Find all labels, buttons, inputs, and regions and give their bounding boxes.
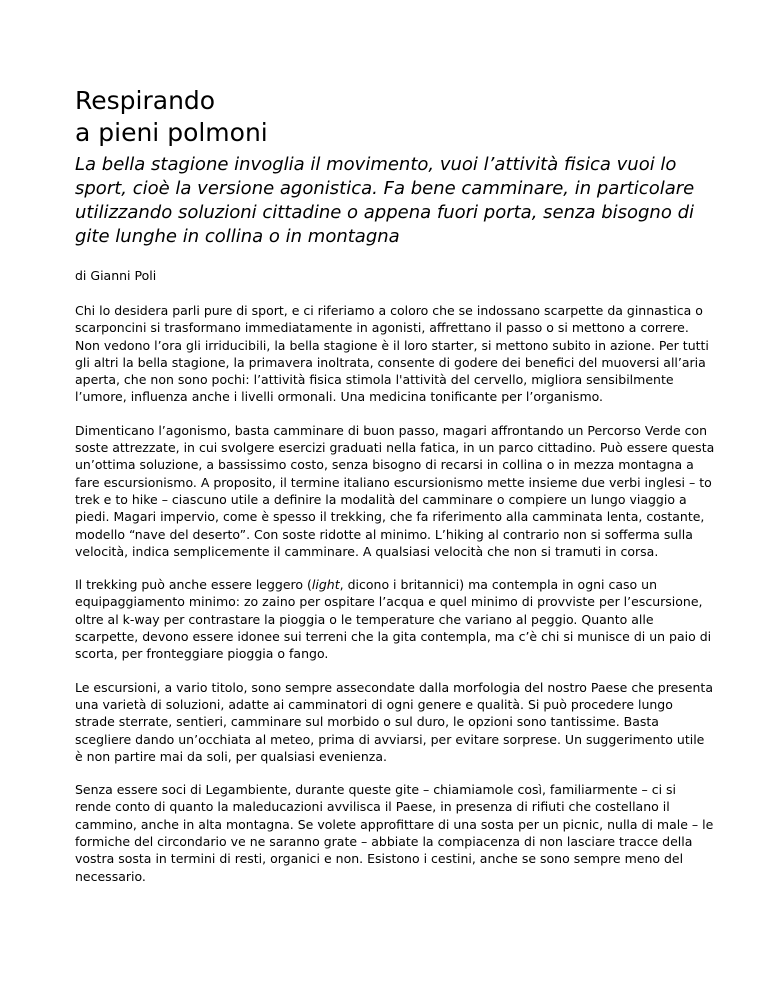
article-title-line-1: Respirando <box>75 86 216 115</box>
paragraph-4: Le escursioni, a vario titolo, sono sempre assecondate dalla morfologia del nostro Paese che presenta una varietà di soluzioni, adatte ai camminatori di ogni genere e qualità. Si può procedere lungo strade sterrate, sentieri, camminare sul morbido o sul duro, le opzioni sono tantissime. Basta scegliere dando un’occhiata al meteo, prima di avviarsi, per evitare sorprese. Un suggerimento utile è non partire mai da soli, per qualsiasi evenienza. <box>75 679 713 764</box>
paragraph-2: Dimenticano l’agonismo, basta camminare di buon passo, magari affrontando un Percorso Verde con soste attrezzate, in cui svolgere esercizi graduati nella fatica, in un parco cittadino. Può essere questa un’ottima soluzione, a bassissimo costo, senza bisogno di recarsi in collina o in mezza montagna a fare escursionismo. A proposito, il termine italiano escursionismo mette insieme due verbi inglesi – to trek e to hike – ciascuno utile a definire la modalità del camminare o compiere un lungo viaggio a piedi. Magari impervio, come è spesso il trekking, che fa riferimento alla camminata lenta, costante, modello “nave del deserto”. Con soste ridotte al minimo. L’hiking al contrario non si sofferma sulla velocità, indica semplicemente il camminare. A qualsiasi velocità che non si tramuti in corsa. <box>75 422 715 559</box>
paragraph-3-italic-word: light <box>311 577 340 593</box>
article-title <box>75 85 715 149</box>
paragraph-5: Senza essere soci di Legambiente, durante queste gite – chiamiamole così, familiarmente – ci si rende conto di quanto la maleducazioni avvilisca il Paese, in presenza di rifiuti che costellano il cammino, anche in alta montagna. Se volete approfittare di una sosta per un picnic, nulla di male – le formiche del circondario ve ne saranno grate – abbiate la compiacenza di non lasciare tracce della vostra sosta in termini di resti, organici e non. Esistono i cestini, anche se sono sempre meno del necessario. <box>75 782 714 884</box>
article-body <box>75 302 715 885</box>
article-byline: di Gianni Poli <box>75 268 157 283</box>
paragraph-3-text-after: , dicono i britannici) ma contempla in ogni caso un equipaggiamento minimo: zo zaino per ospitare l’acqua e quel minimo di provviste per l’escursione, oltre al k-way per contrastare la pioggia o le temperature che variano al peggio. Quanto alle scarpette, devono essere idonee sui terreni che la gita contempla, ma c’è chi si munisce di un paio di scorta, per fronteggiare pioggia o fango. <box>75 577 712 662</box>
paragraph-3 <box>75 576 715 662</box>
article-title-line-2: a pieni polmoni <box>75 118 268 147</box>
paragraph-1: Chi lo desidera parli pure di sport, e ci riferiamo a coloro che se indossano scarpette da ginnastica o scarponcini si trasformano immediatamente in agonisti, affrettano il passo o si mettono a correre. Non vedono l’ora gli irriducibili, la bella stagione è il loro starter, si mettono subito in azione. Per tutti gli altri la bella stagione, la primavera inoltrata, consente di godere dei benefici del muoversi all’aria aperta, che non sono pochi: l’attività fisica stimola l'attività del cervello, migliora sensibilmente l’umore, influenza anche i livelli ormonali. Una medicina tonificante per l’organismo. <box>75 303 709 405</box>
article-subtitle: La bella stagione invoglia il movimento, vuoi l’attività fisica vuoi lo sport, cioè la versione agonistica. Fa bene camminare, in particolare utilizzando soluzioni cittadine o appena fuori porta, senza bisogno di gite lunghe in collina o in montagna <box>75 154 695 247</box>
article <box>75 85 715 885</box>
paragraph-3-text-before: Il trekking può anche essere leggero ( <box>75 577 312 593</box>
